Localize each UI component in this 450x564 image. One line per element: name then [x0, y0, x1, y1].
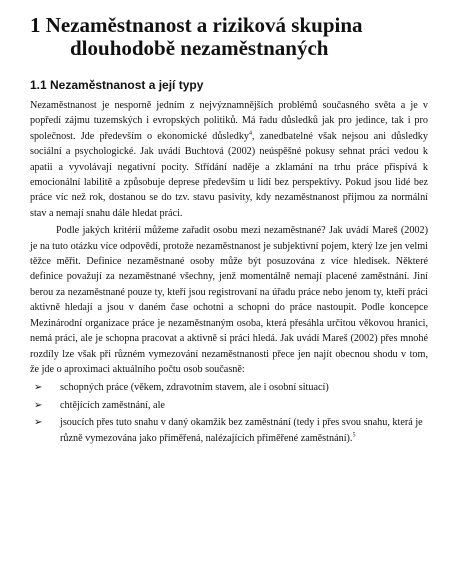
- arrow-bullet-icon: ➢: [34, 382, 43, 394]
- paragraph-1-text-b: , zanedbatelné však nejsou ani důsledky sociální a psychologické. Jak uvádí Buchtová (2002) neúspěšné pokusy sehnat práci vedou k apatii a vyvolávají negativní pocity. Střídání naděje a zklamání na trhu práce přispívá k emocionální labilitě a způsobuje deprese především u lidí bez perspektivy. Pokud jsou lidé bez práce víc než rok, dostanou se do tzv. stavu pasivity, kdy nezaměstnanost přijmou za normální stav a nemají snahu dále hledat práci.: [30, 130, 428, 219]
- paragraph-1-text-a: Nezaměstnanost je nesporně jedním z nejvýznamnějších problémů současného světa a je v popředí zájmu tuzemských i evropských politiků. Má řadu důsledků jak pro jedince, tak i pro společnost. Jde především o ekonomické důsledky: [30, 100, 428, 142]
- arrow-bullet-icon: ➢: [34, 417, 43, 429]
- list-item: [30, 415, 428, 446]
- arrow-bullet-icon: ➢: [34, 399, 43, 411]
- list-item-text: jsoucích přes tuto snahu v daný okamžik bez zaměstnání (tedy i přes svou snahu, která je různě vymezována jako přiměřená, nalézajících přiměřené zaměstnání).: [60, 417, 423, 444]
- list-item: [30, 380, 428, 395]
- paragraph-2: Podle jakých kritérií můžeme zařadit osobu mezi nezaměstnané? Jak uvádí Mareš (2002) je na tuto otázku více odpovědí, protože nezaměstnanost je subjektivní pojem, který lze jen velmi těžce měřit. Definice nezaměstnané osoby může být posuzována z více hledisek. Některé definice považují za nezaměstnané všechny, jenž momentálně nemají placené zaměstnání. Jiní berou za nezaměstnané pouze ty, kteří jsou registrovaní na úřadu práce nebo jenom ty, kteří práci aktivně hledají a jsou v daném čase ochotni a schopni do práce nastoupit. Podle koncepce Mezinárodní organizace práce je nezaměstnaným osoba, která přesáhla určitou věkovou hranici, nemá práci, ale je schopna pracovat a aktivně si práci hledá. Jak uvádí Mareš (2002) přes mnohé rozdíly lze však při různém vymezování nezaměstnanosti přece jen najít obecnou shodu v tom, že jde o aproximaci aktuálního počtu osob současně:: [30, 225, 428, 375]
- chapter-heading-line-1: 1 Nezaměstnanost a riziková skupina: [30, 13, 363, 37]
- footnote-ref-5[interactable]: 5: [352, 432, 356, 439]
- chapter-heading: [30, 14, 428, 60]
- list-item-text: chtějících zaměstnání, ale: [60, 399, 165, 411]
- list-item: [30, 398, 428, 413]
- chapter-heading-line-2: dlouhodobě nezaměstnaných: [70, 36, 329, 60]
- criteria-list: [30, 380, 428, 446]
- footnote-ref-4[interactable]: 4: [249, 130, 253, 137]
- list-item-text: schopných práce (věkem, zdravotním stavem, ale i osobní situací): [60, 382, 329, 394]
- paragraph-1: [30, 98, 428, 221]
- section-heading: 1.1 Nezaměstnanost a její typy: [30, 78, 204, 92]
